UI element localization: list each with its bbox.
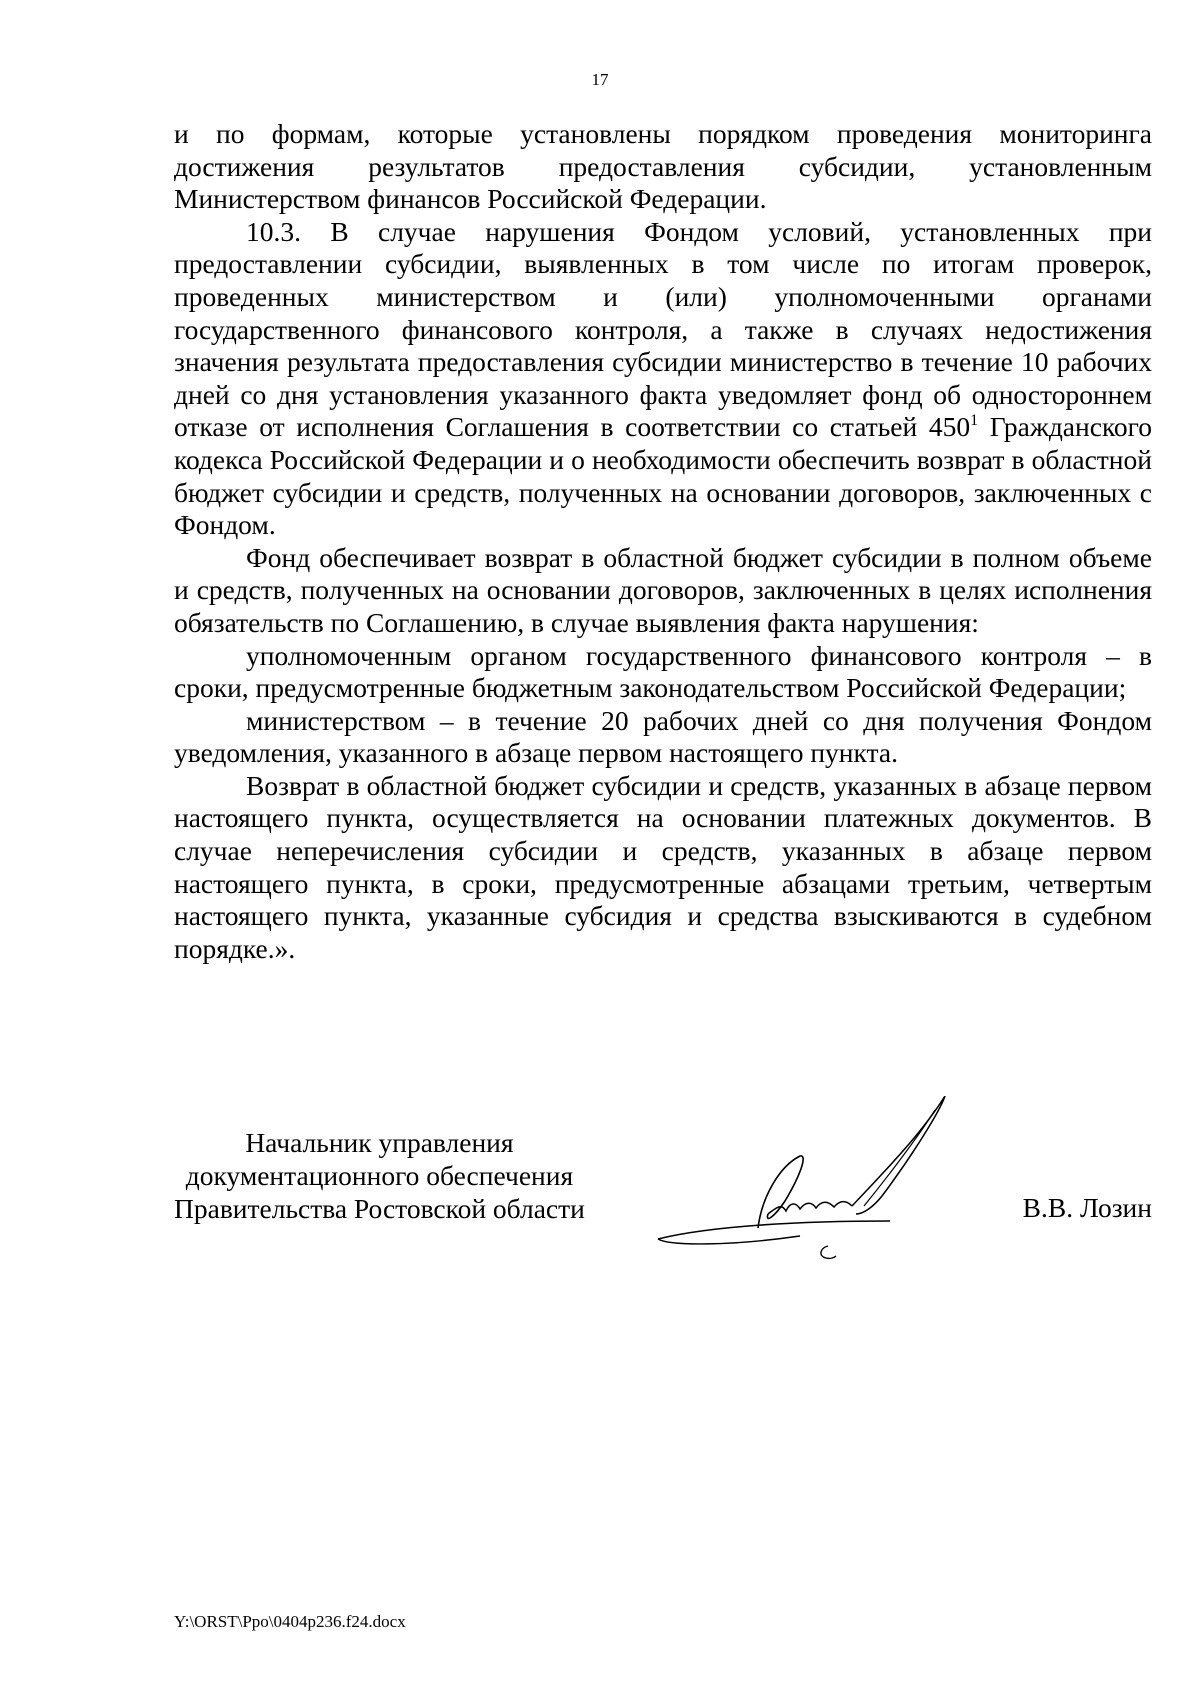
signatory-name: В.В. Лозин — [1022, 1192, 1152, 1223]
article-superscript: 1 — [970, 412, 979, 430]
paragraph-10-3-part1: 10.3. В случае нарушения Фондом условий, установленных при предоставлении субсидии, выявленных в том числе по итогам проверок, проведенных министерством и (или) уполномоченными органами государственного финансового контроля, а также в случаях недостижения значения результата предоставления субсидии министерство в течение 10 рабочих дней со дня установления указанного факта уведомляет фонд об одностороннем отказе от исполнения Соглашения в соответствии со статьей 450 — [174, 215, 1152, 443]
paragraph-forms: и по формам, которые установлены порядком проведения мониторинга достижения результатов предоставления субсидии, установленным Министерством финансов Российской Федерации. — [174, 118, 1152, 215]
signatory-title-line3: Правительства Ростовской области — [174, 1193, 585, 1224]
page-number: 17 — [591, 70, 609, 89]
paragraph-ministry: министерством – в течение 20 рабочих дней со дня получения Фондом уведомления, указанного в абзаце первом настоящего пункта. — [174, 704, 1152, 769]
paragraph-10-3 — [174, 216, 1152, 542]
handwritten-signature — [650, 1096, 950, 1266]
document-body — [174, 118, 1152, 965]
paragraph-return: Возврат в областной бюджет субсидии и средств, указанных в абзаце первом настоящего пункта, осуществляется на основании платежных документов. В случае неперечисления субсидии и средств, указанных в абзаце первом настоящего пункта, в сроки, предусмотренные абзацами третьим, четвертым настоящего пункта, указанные субсидия и средства взыскиваются в судебном порядке.». — [174, 769, 1152, 964]
signatory-title-line2: документационного обеспечения — [185, 1160, 574, 1191]
signatory-title-line1: Начальник управления — [245, 1127, 514, 1158]
paragraph-refund: Фонд обеспечивает возврат в областной бюджет субсидии в полном объеме и средств, полученных на основании договоров, заключенных в целях исполнения обязательств по Соглашению, в случае выявления факта нарушения: — [174, 541, 1152, 638]
file-path-footer: Y:\ORST\Ppo\0404p236.f24.docx — [174, 1612, 406, 1631]
signatory-title — [174, 1126, 585, 1225]
paragraph-authority: уполномоченным органом государственного финансового контроля – в сроки, предусмотренные бюджетным законодательством Российской Федерации; — [174, 639, 1152, 704]
paragraph-10-3-part2: Гражданского кодекса Российской Федерации и о необходимости обеспечить возврат в областной бюджет субсидии и средств, полученных на основании договоров, заключенных с Фондом. — [174, 411, 1152, 541]
